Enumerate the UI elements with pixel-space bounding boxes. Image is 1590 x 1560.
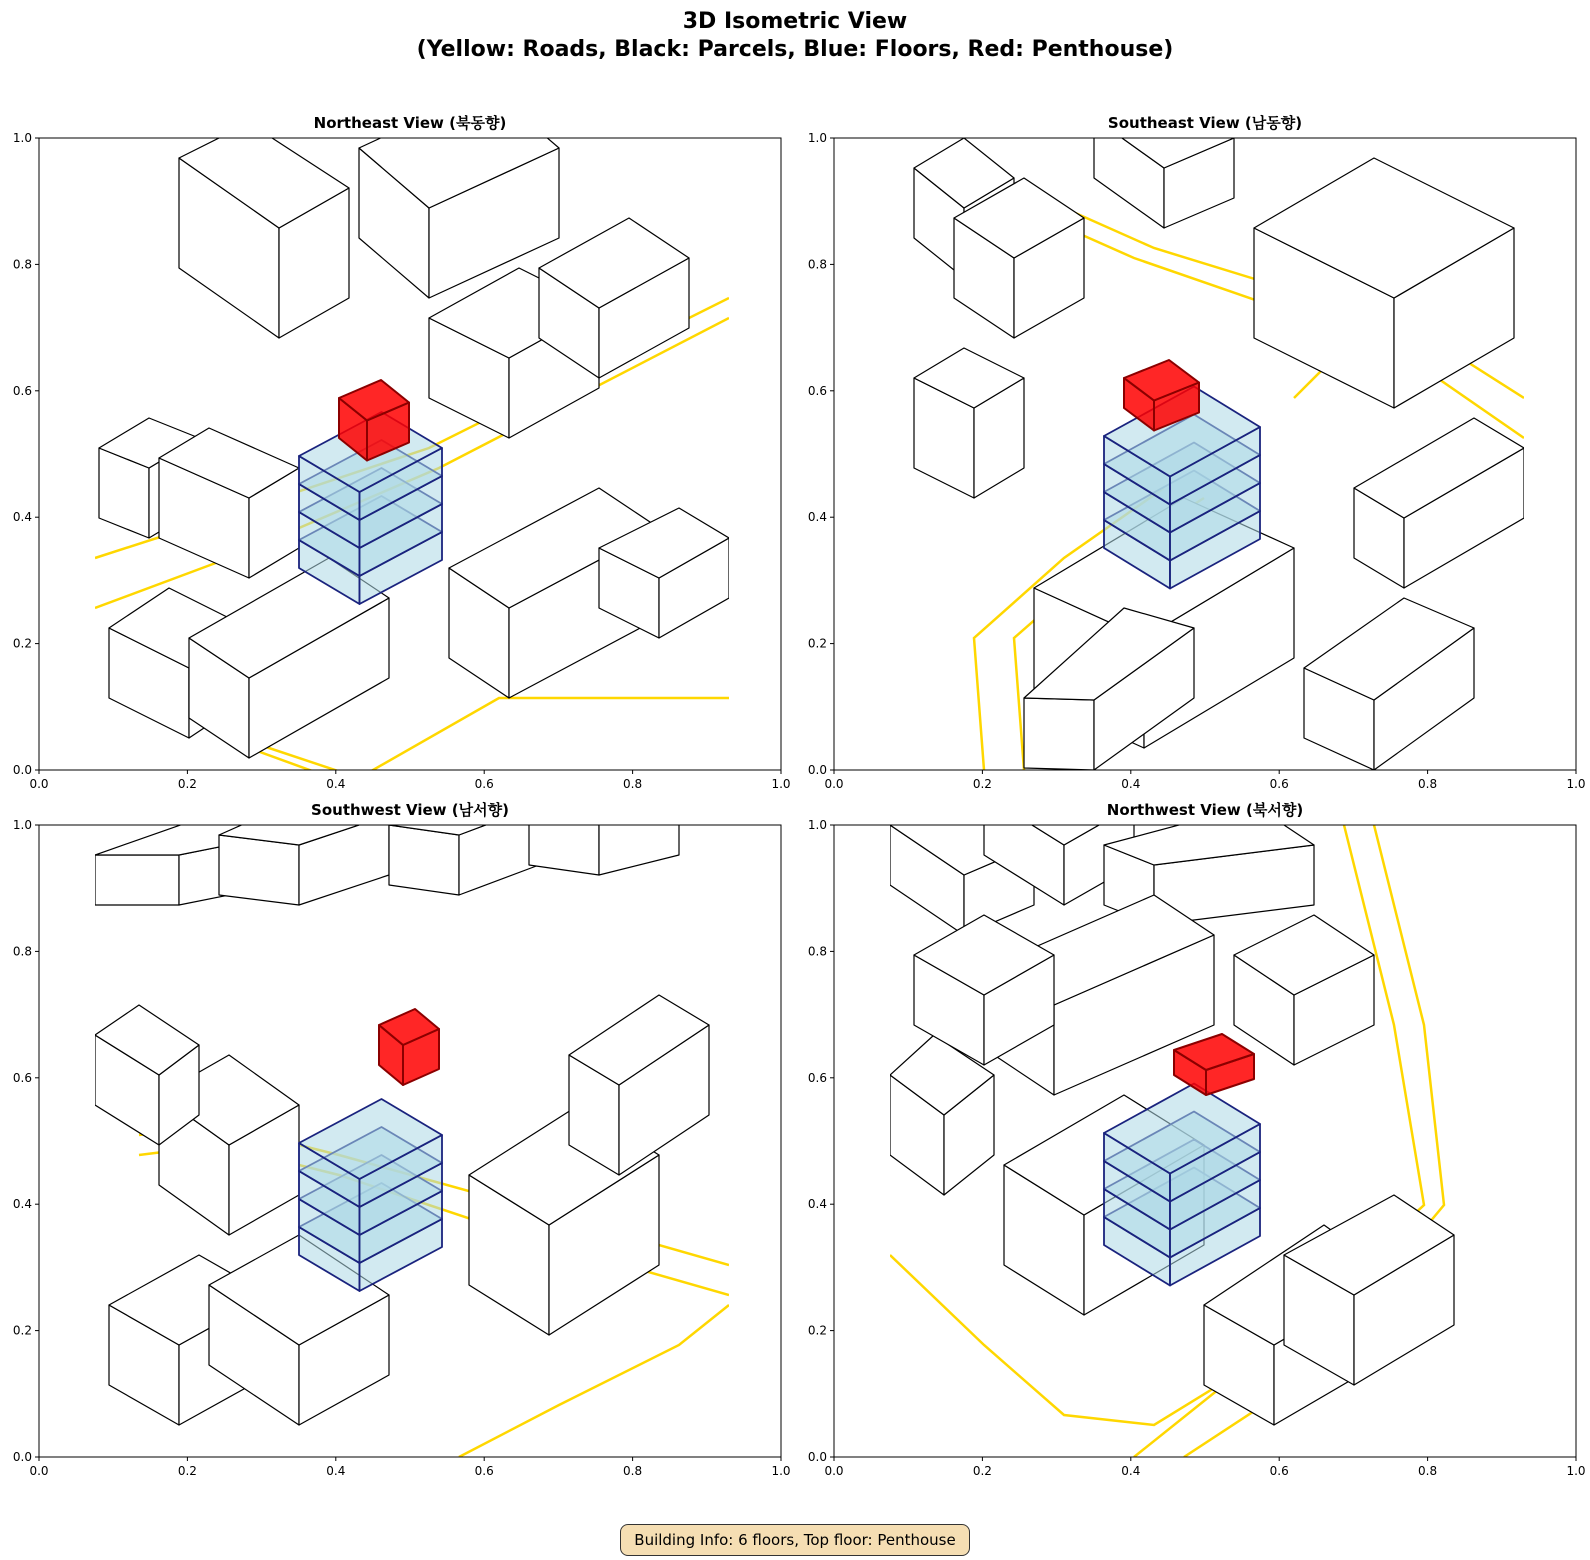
parcel-building	[95, 855, 179, 905]
x-tick-label: 0.4	[326, 1464, 346, 1478]
building-info-box	[620, 1524, 970, 1556]
y-tick-label: 1.0	[12, 818, 32, 832]
x-tick-label: 0.0	[29, 777, 49, 791]
x-tick-label: 0.8	[1418, 777, 1438, 791]
scene-content	[914, 98, 1524, 770]
y-tick-label: 0.2	[12, 1323, 32, 1338]
x-tick-label: 1.0	[771, 1464, 791, 1478]
y-tick-label: 0.8	[12, 944, 32, 959]
figure-title-line-2: (Yellow: Roads, Black: Parcels, Blue: Floors, Red: Penthouse)	[416, 37, 1174, 62]
x-tick-label: 0.4	[1121, 777, 1141, 791]
y-tick-label: 0.0	[12, 763, 32, 777]
parcel-building	[599, 805, 679, 875]
y-tick-label: 0.2	[807, 636, 827, 651]
y-tick-label: 0.8	[807, 257, 827, 272]
y-tick-label: 0.0	[807, 1450, 827, 1464]
x-tick-label: 0.0	[824, 777, 844, 791]
parcel-building	[389, 825, 459, 895]
y-tick-label: 0.2	[807, 1323, 827, 1338]
x-tick-label: 0.0	[824, 1464, 844, 1478]
y-tick-label: 0.4	[12, 1197, 32, 1212]
panel-northwest	[808, 755, 1586, 1478]
y-tick-label: 0.6	[807, 383, 827, 398]
y-tick-label: 0.6	[12, 1070, 32, 1085]
x-tick-label: 0.0	[29, 1464, 49, 1478]
x-tick-label: 0.6	[1269, 777, 1289, 791]
parcel-building	[1094, 118, 1164, 228]
y-tick-label: 0.8	[807, 944, 827, 959]
y-tick-label: 0.4	[807, 510, 827, 525]
y-tick-label: 0.4	[807, 1197, 827, 1212]
road-line	[459, 1305, 729, 1457]
x-tick-label: 1.0	[771, 777, 791, 791]
x-tick-label: 0.4	[326, 777, 346, 791]
x-tick-label: 0.2	[972, 777, 992, 791]
y-tick-label: 1.0	[12, 131, 32, 145]
scene-content	[95, 785, 729, 1457]
parcel-building	[529, 815, 599, 875]
x-tick-label: 0.2	[972, 1464, 992, 1478]
x-tick-label: 0.8	[1418, 1464, 1438, 1478]
x-tick-label: 0.6	[474, 1464, 494, 1478]
x-tick-label: 0.2	[177, 777, 197, 791]
y-tick-label: 0.0	[12, 1450, 32, 1464]
y-tick-label: 1.0	[807, 818, 827, 832]
scene-southeast	[914, 98, 1524, 770]
x-tick-label: 0.4	[1121, 1464, 1141, 1478]
scene-northwest	[890, 755, 1454, 1457]
panel-southeast	[808, 98, 1586, 791]
y-tick-label: 0.6	[807, 1070, 827, 1085]
x-tick-label: 0.2	[177, 1464, 197, 1478]
panel-title-southwest: Southwest View (남서향)	[311, 801, 509, 819]
parcel-building	[529, 785, 679, 825]
parcel-building	[1024, 698, 1094, 770]
scene-content	[95, 88, 729, 818]
panel-title-northwest: Northwest View (북서향)	[1106, 801, 1304, 819]
figure-title-line-1: 3D Isometric View	[682, 9, 908, 34]
parcel-building	[219, 835, 299, 905]
panel-title-northeast: Northeast View (북동향)	[313, 114, 507, 132]
scene-southwest	[95, 785, 729, 1457]
x-tick-label: 0.6	[1269, 1464, 1289, 1478]
y-tick-label: 0.0	[807, 763, 827, 777]
y-tick-label: 0.2	[12, 636, 32, 651]
panel-southwest	[13, 785, 791, 1478]
x-tick-label: 0.8	[623, 777, 643, 791]
y-tick-label: 0.6	[12, 383, 32, 398]
y-tick-label: 1.0	[807, 131, 827, 145]
x-tick-label: 1.0	[1566, 1464, 1586, 1478]
x-tick-label: 0.8	[623, 1464, 643, 1478]
panel-northeast	[13, 88, 791, 818]
x-tick-label: 1.0	[1566, 777, 1586, 791]
y-tick-label: 0.4	[12, 510, 32, 525]
y-tick-label: 0.8	[12, 257, 32, 272]
panel-title-southeast: Southeast View (남동향)	[1107, 114, 1303, 132]
scene-northeast	[95, 88, 729, 818]
building-info-text: Building Info: 6 floors, Top floor: Penthouse	[634, 1531, 956, 1549]
scene-content	[890, 755, 1454, 1457]
x-tick-label: 0.6	[474, 777, 494, 791]
